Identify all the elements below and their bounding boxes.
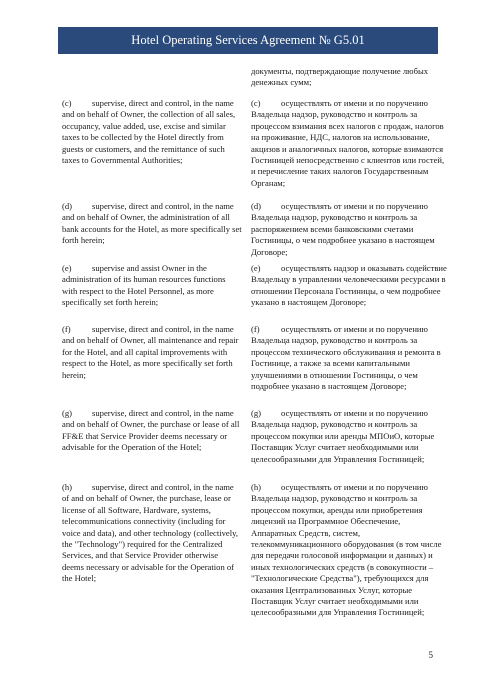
clause-e-en	[62, 263, 242, 309]
clause-text: supervise, direct and control, in the name and on behalf of Owner, the administration of all bank accounts for the Hotel, as more specifically set forth herein;	[62, 201, 242, 246]
clause-h-ru	[251, 482, 447, 619]
page-number: 5	[428, 650, 433, 660]
clause-label: (h)	[62, 482, 73, 492]
clause-text: осуществлять от имени и по поручению Владельца надзор, руководство и контроль за распоряжением всеми банковскими счетами Гостиницы, о чем подробнее указано в настоящем Договоре;	[251, 201, 435, 257]
clause-d-en	[62, 201, 242, 247]
document-header	[58, 27, 438, 54]
clause-text: осуществлять от имени и по поручению Владельца надзор, руководство и контроль за процессом взимания всех налогов с продаж, налогов на проживание, НДС, налогов на использование, акцизов и аналогичных налогов, которые взимаются Гостиницей непосредственно с клиентов или гостей, и перечисление таких налогов Государственным Органам;	[251, 98, 445, 188]
clause-text: осуществлять от имени и по поручению Владельца надзор, руководство и контроль за процессом покупки или аренды МПОиО, которые Поставщик Услуг считает необходимыми или целесообразными для Управления Гостиницей;	[251, 408, 435, 464]
clause-label: (f)	[251, 324, 260, 334]
clause-text: осуществлять от имени и по поручению Владельца надзор, руководство и контроль за процессом покупки, аренды или приобретения лицензий на Программное Обеспечение, Аппаратных Средств, систем, телекоммуникационного оборудования (в том числе для передачи голосовой информации и данных) и иных технологических средств (в совокупности – "Технологические Средства"), требующихся для оказания Централизованных Услуг, которые Поставщик Услуг считает необходимыми или целесообразными для Управления Гостиницей;	[251, 482, 442, 618]
clause-f-en	[62, 324, 242, 381]
clause-label: (f)	[62, 324, 71, 334]
clause-d-ru	[251, 201, 447, 258]
clause-g-en	[62, 408, 242, 454]
clause-label: (d)	[251, 201, 262, 211]
clause-label: (g)	[251, 408, 262, 418]
clause-g-ru	[251, 408, 447, 465]
clause-label: (c)	[62, 98, 72, 108]
clause-text: supervise, direct and control, in the name of and on behalf of Owner, the purchase, lease or license of all Software, Hardware, systems, telecommunications connectivity (including for voice and data), and other technology (collectively, the "Technology") required for the Centralized Services, and that Service Provider otherwise deems necessary or advisable for the Operation of the Hotel;	[62, 482, 239, 584]
clause-label: (e)	[251, 263, 261, 273]
header-title: Hotel Operating Services Agreement № G5.01	[131, 33, 365, 47]
clause-label: (h)	[251, 482, 262, 492]
clause-label: (e)	[62, 263, 72, 273]
clause-text: осуществлять надзор и оказывать содействие Владельцу в управлении человеческими ресурсами в отношении Персонала Гостиницы, о чем подробнее указано в настоящем Договоре;	[251, 263, 447, 308]
clause-f-ru	[251, 324, 447, 392]
clause-label: (g)	[62, 408, 73, 418]
clause-text: supervise, direct and control, in the name and on behalf of Owner, all maintenance and repair for the Hotel, and all capital improvements with respect to the Hotel, as more specifically set forth herein;	[62, 324, 239, 380]
top-continuation-text: документы, подтверждающие получение любых денежных сумм;	[251, 66, 429, 88]
clause-text: supervise, direct and control, in the name and on behalf of Owner, the collection of all sales, occupancy, value added, use, excise and similar taxes to be collected by the Hotel directly from guests or customers, and the remittance of such taxes to Governmental Authorities;	[62, 98, 236, 166]
clause-label: (d)	[62, 201, 73, 211]
clause-h-en	[62, 482, 242, 585]
clause-text: supervise and assist Owner in the administration of its human resources functions with respect to the Hotel Personnel, as more specifically set forth herein;	[62, 263, 226, 308]
clause-e-ru	[251, 263, 447, 309]
clause-label: (c)	[251, 98, 261, 108]
clause-c-ru	[251, 98, 447, 189]
clause-text: осуществлять от имени и по поручению Владельца надзор, руководство и контроль за процессом технического обслуживания и ремонта в Гостинице, а также за всеми капитальными улучшениями в отношении Гостиницы, о чем подробнее указано в настоящем Договоре;	[251, 324, 441, 392]
clause-text: supervise, direct and control, in the name and on behalf of Owner, the purchase or lease of all FF&E that Service Provider deems necessary or advisable for the Operation of the Hotel;	[62, 408, 240, 453]
clause-c-en	[62, 98, 242, 166]
